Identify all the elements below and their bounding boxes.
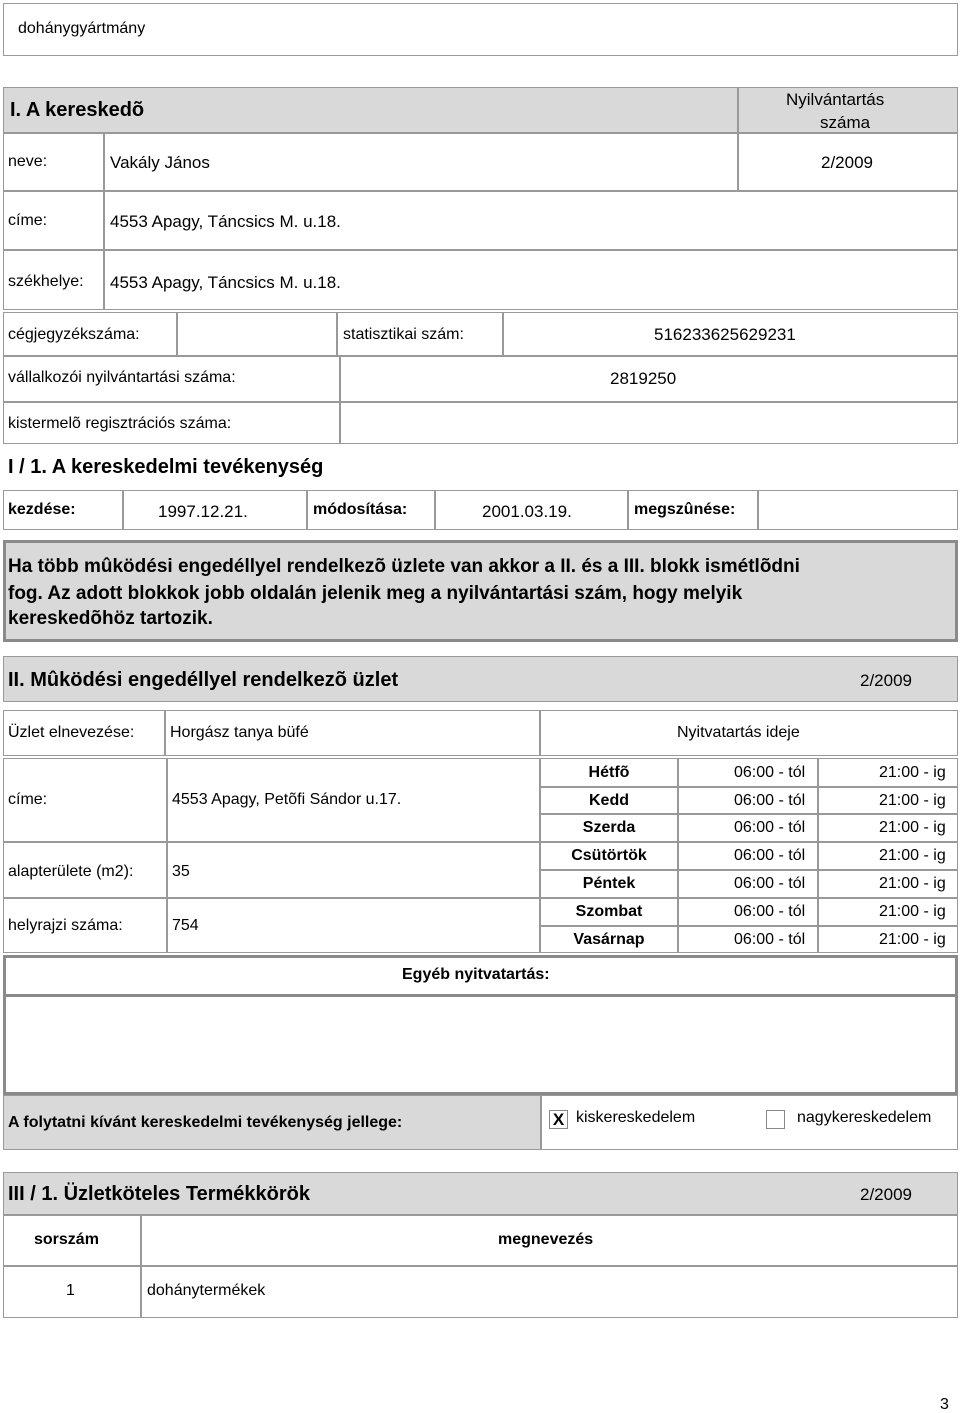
stat-value: 516233625629231	[654, 325, 796, 344]
note-line1: Ha több mûködési engedéllyel rendelkezõ üzlete van akkor a II. és a III. blokk ismétlõdni	[8, 556, 800, 577]
lot-value-cell	[167, 898, 540, 953]
hours-day-name: Szerda	[582, 819, 636, 836]
document-type: dohánygyártmány	[18, 20, 146, 37]
section3-reg-value: 2/2009	[860, 1185, 912, 1204]
other-hours-area	[3, 995, 958, 1095]
hours-from-time: 06:00 - tól	[734, 903, 806, 920]
hours-day-name: Szombat	[575, 903, 643, 920]
area-value-cell	[167, 842, 540, 898]
end-value-cell	[758, 490, 958, 530]
end-label: megszûnése:	[634, 501, 736, 518]
col-name-label: megnevezés	[498, 1231, 594, 1248]
row-name: dohánytermékek	[147, 1282, 266, 1299]
hours-day-name: Kedd	[589, 792, 629, 809]
hours-to-time: 21:00 - ig	[879, 764, 946, 781]
lot-label: helyrajzi száma:	[8, 917, 123, 934]
start-value: 1997.12.21.	[158, 502, 248, 521]
lot-value: 754	[172, 917, 199, 934]
retail-checkbox[interactable]: X	[549, 1110, 568, 1129]
area-label: alapterülete (m2):	[8, 863, 134, 880]
retail-label: kiskereskedelem	[576, 1109, 696, 1126]
area-value: 35	[172, 863, 190, 880]
hours-to-time: 21:00 - ig	[879, 847, 946, 864]
name-label: neve:	[8, 153, 48, 170]
row-number: 1	[66, 1282, 75, 1299]
hours-day-name: Vasárnap	[573, 931, 645, 948]
note-line2: fog. Az adott blokkok jobb oldalán jelenik meg a nyilvántartási szám, hogy melyik	[8, 583, 743, 604]
hours-to-time: 21:00 - ig	[879, 903, 946, 920]
name-value: Vakály János	[110, 153, 210, 172]
hours-day-name: Hétfõ	[588, 764, 630, 781]
reg-number-value: 2/2009	[821, 153, 873, 172]
section2-reg-value: 2/2009	[860, 671, 912, 690]
shop-name-value: Horgász tanya büfé	[170, 724, 309, 741]
section1-title: I. A kereskedõ	[10, 99, 145, 121]
hours-from-time: 06:00 - tól	[734, 764, 806, 781]
modified-label: módosítása:	[313, 501, 408, 518]
reg-number-label: Nyilvántartás	[786, 90, 885, 109]
wholesale-checkbox[interactable]	[766, 1110, 785, 1129]
section1-1-title: I / 1. A kereskedelmi tevékenység	[8, 456, 324, 478]
shop-name-label: Üzlet elnevezése:	[8, 724, 135, 741]
hours-from-time: 06:00 - tól	[734, 875, 806, 892]
hours-to-time: 21:00 - ig	[879, 792, 946, 809]
hours-from-time: 06:00 - tól	[734, 847, 806, 864]
hours-day-name: Csütörtök	[571, 847, 647, 864]
other-hours-label: Egyéb nyitvatartás:	[402, 966, 550, 983]
shop-address-label: címe:	[8, 791, 48, 808]
hours-from-time: 06:00 - tól	[734, 819, 806, 836]
start-label: kezdése:	[8, 501, 76, 518]
seat-label: székhelye:	[8, 273, 84, 290]
hours-from-time: 06:00 - tól	[734, 931, 806, 948]
seat-value: 4553 Apagy, Táncsics M. u.18.	[110, 273, 341, 292]
smallholder-label: kistermelõ regisztrációs száma:	[8, 415, 232, 432]
stat-label: statisztikai szám:	[343, 326, 464, 343]
hours-day-name: Péntek	[582, 875, 636, 892]
address-value: 4553 Apagy, Táncsics M. u.18.	[110, 212, 341, 231]
page-number: 3	[940, 1396, 949, 1413]
company-reg-value-cell	[177, 312, 337, 356]
entrepreneur-label: vállalkozói nyilvántartási száma:	[8, 369, 236, 386]
hours-to-time: 21:00 - ig	[879, 931, 946, 948]
hours-from-time: 06:00 - tól	[734, 792, 806, 809]
opening-hours-label: Nyitvatartás ideje	[677, 724, 800, 741]
shop-address-value: 4553 Apagy, Petõfi Sándor u.17.	[172, 791, 402, 808]
activity-label: A folytatni kívánt kereskedelmi tevékenység jellege:	[8, 1114, 403, 1131]
reg-number-label2: száma	[820, 113, 871, 132]
section2-title: II. Mûködési engedéllyel rendelkezõ üzlet	[8, 669, 399, 691]
wholesale-label: nagykereskedelem	[797, 1109, 932, 1126]
address-label: címe:	[8, 212, 48, 229]
entrepreneur-value: 2819250	[610, 369, 677, 388]
smallholder-value-cell	[340, 402, 958, 444]
section3-title: III / 1. Üzletköteles Termékkörök	[8, 1183, 310, 1205]
note-line3: kereskedõhöz tartozik.	[8, 608, 213, 629]
modified-value: 2001.03.19.	[482, 502, 572, 521]
company-reg-label: cégjegyzékszáma:	[8, 326, 140, 343]
document-type-box	[3, 3, 958, 56]
hours-to-time: 21:00 - ig	[879, 819, 946, 836]
col-number-label: sorszám	[34, 1231, 99, 1248]
hours-to-time: 21:00 - ig	[879, 875, 946, 892]
